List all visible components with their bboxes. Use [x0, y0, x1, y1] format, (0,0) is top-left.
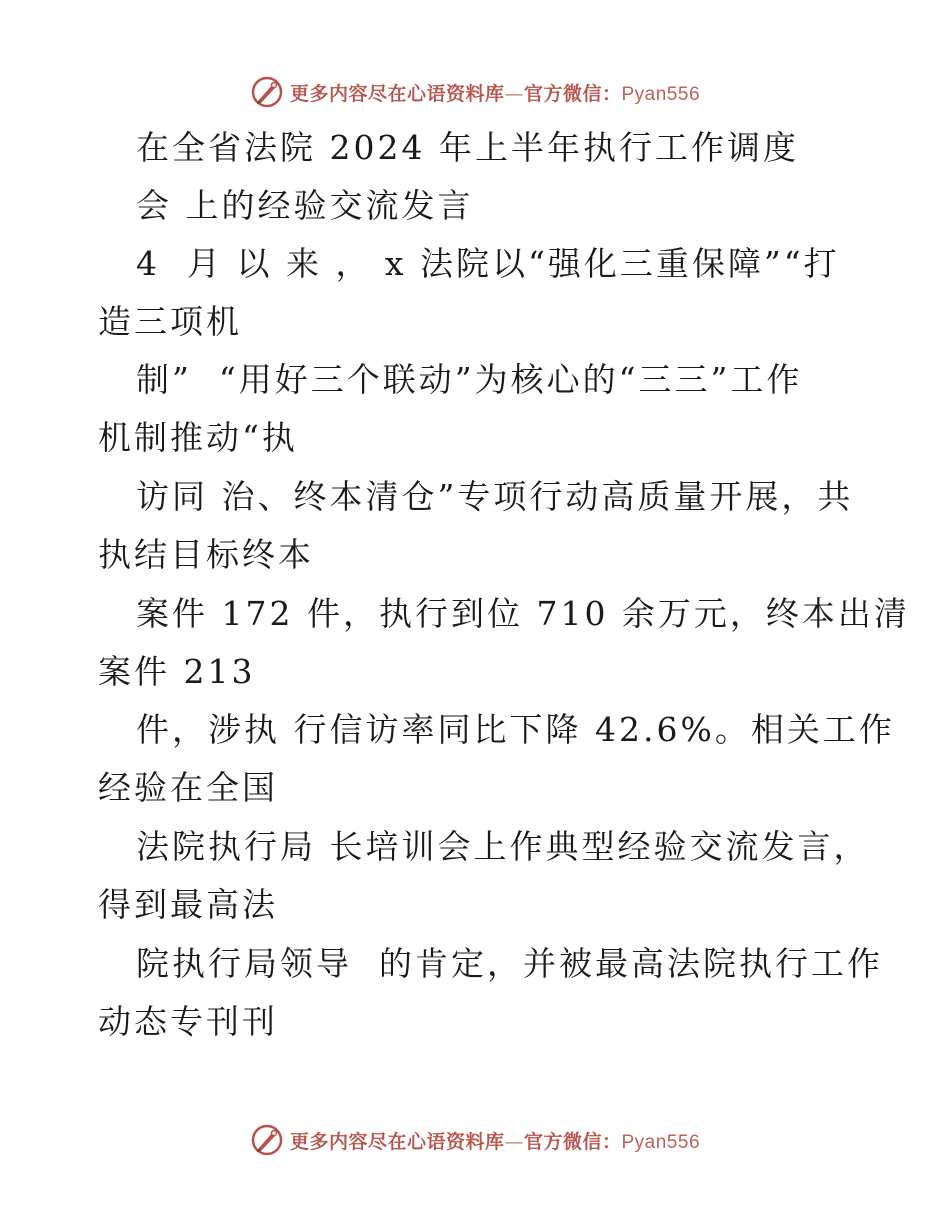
doc-line: 案件 172 件，执行到位 710 余万元，终本出清 [136, 594, 910, 633]
doc-line: 动态专刊刊 [98, 1002, 278, 1041]
banner-contact-id: Pyan556 [621, 83, 701, 105]
doc-line: 法院执行局 长培训会上作典型经验交流发言， [136, 827, 870, 866]
doc-line: 执结目标终本 [98, 535, 314, 574]
doc-line: 造三项机 [98, 302, 242, 341]
banner-separator: — [504, 1130, 524, 1153]
banner-contact-label: 官方微信： [523, 1130, 622, 1153]
doc-line: 访同 治、终本清仓”专项行动高质量开展，共 [136, 477, 854, 516]
banner-contact-label: 官方微信： [523, 82, 622, 105]
doc-line: 会 上的经验交流发言 [136, 186, 474, 225]
doc-line: 在全省法院 2024 年上半年执行工作调度 [136, 128, 799, 167]
banner-separator: — [504, 82, 524, 105]
doc-line: 机制推动“执 [98, 418, 298, 457]
doc-line: 4 月 以 来 ， x 法院以“强化三重保障”“打 [136, 244, 840, 283]
doc-line: 件，涉执 行信访率同比下降 42.6%。相关工作 [136, 710, 895, 749]
footer-banner [0, 1118, 950, 1162]
banner-site-text: 更多内容尽在心语资料库 [289, 82, 505, 105]
doc-line: 经验在全国 [98, 768, 278, 807]
banner-text [290, 1127, 700, 1154]
doc-line: 案件 213 [98, 652, 256, 691]
doc-line: 得到最高法 [98, 885, 278, 924]
doc-line: 院执行局领导 的肯定，并被最高法院执行工作 [136, 944, 883, 983]
pen-logo-icon [250, 1123, 284, 1157]
banner-contact-id: Pyan556 [621, 1131, 701, 1153]
banner-site-text: 更多内容尽在心语资料库 [289, 1130, 505, 1153]
doc-line: 制” “用好三个联动”为核心的“三三”工作 [136, 360, 803, 399]
